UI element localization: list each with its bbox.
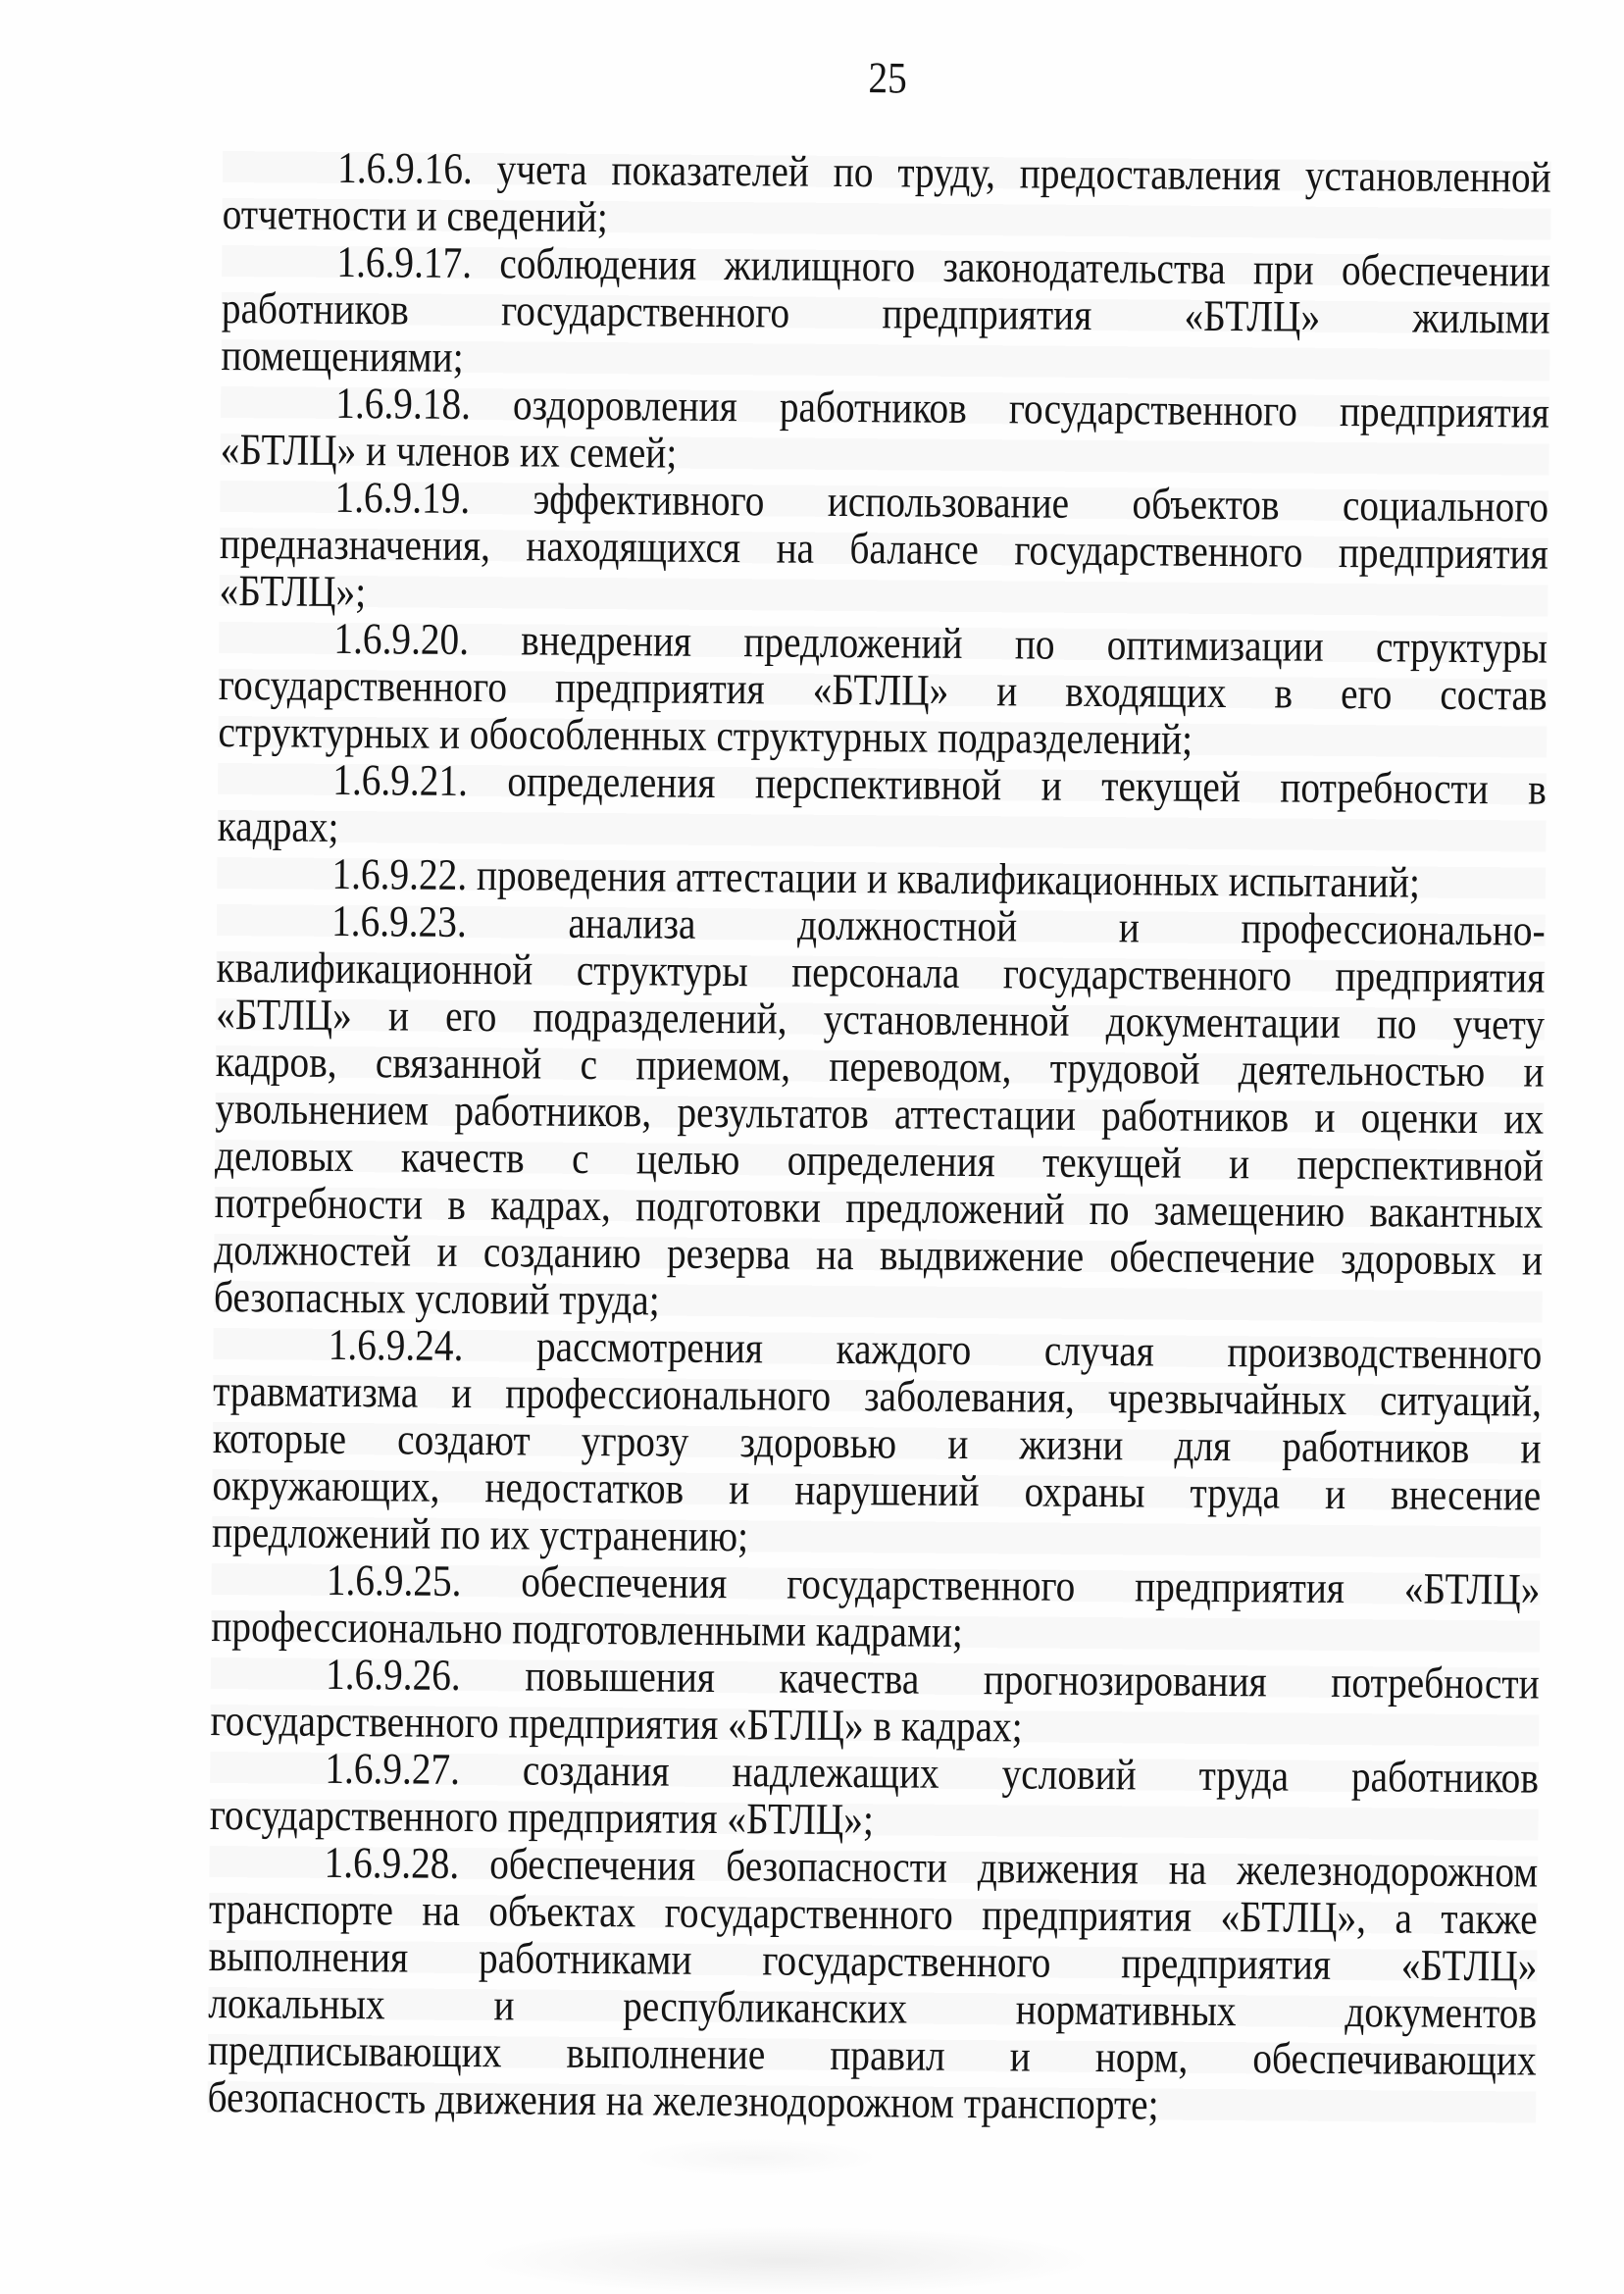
- text-line: 1.6.9.22. проведения аттестации и квалификационных испытаний;: [331, 848, 1421, 907]
- text-line: государственного предприятия «БТЛЦ» в кадрах;: [210, 1695, 1023, 1752]
- paragraph: [222, 143, 1550, 248]
- text-line: должностей и созданию резерва на выдвижение обеспечение здоровых и: [214, 1224, 1544, 1285]
- text-line: транспорте на объектах государственного предприятия «БТЛЦ», а также: [208, 1883, 1538, 1944]
- text-line: локальных и республиканских нормативных документов: [208, 1977, 1538, 2038]
- scan-artifact: [628, 2138, 883, 2177]
- text-line: отчетности и сведений;: [222, 188, 609, 242]
- page-number: 25: [868, 53, 908, 103]
- paragraph: [210, 1744, 1539, 1849]
- text-line: предложений по их устранению;: [211, 1506, 749, 1561]
- text-line: безопасность движения на железнодорожном транспорте;: [207, 2071, 1159, 2129]
- text-line: государственного предприятия «БТЛЦ»;: [209, 1789, 875, 1845]
- paragraph: [218, 755, 1547, 860]
- text-line: 1.6.9.18. оздоровления работников государственного предприятия: [335, 378, 1550, 437]
- text-line: 1.6.9.20. внедрения предложений по оптимизации структуры: [333, 613, 1548, 673]
- paragraph: [219, 473, 1548, 625]
- paragraph: [211, 1555, 1540, 1660]
- paragraph: [212, 1320, 1543, 1566]
- text-line: 1.6.9.26. повышения качества прогнозирования потребности: [325, 1649, 1540, 1708]
- paragraph: [207, 1838, 1538, 2131]
- text-line: 1.6.9.21. определения перспективной и текущей потребности в: [332, 754, 1548, 814]
- text-line: 1.6.9.19. эффективного использование объектов социального: [334, 472, 1549, 532]
- text-line: окружающих, недостатков и нарушений охраны труда и внесение: [212, 1459, 1542, 1520]
- text-line: «БТЛЦ»;: [219, 565, 367, 617]
- text-line: 1.6.9.23. анализа должностной и профессионально-: [330, 895, 1546, 955]
- text-line: кадрах;: [217, 800, 339, 851]
- text-line: потребности в кадрах, подготовки предложений по замещению вакантных: [214, 1177, 1544, 1238]
- text-line: профессионально подготовленными кадрами;: [211, 1601, 964, 1657]
- text-line: предназначения, находящихся на балансе государственного предприятия: [219, 518, 1548, 579]
- document-body: [207, 143, 1550, 2131]
- text-line: которые создают угрозу здоровью и жизни для работников и: [212, 1412, 1542, 1473]
- text-line: «БТЛЦ» и членов их семей;: [220, 424, 678, 478]
- text-line: помещениями;: [221, 330, 464, 382]
- text-line: квалификационной структуры персонала государственного предприятия: [216, 942, 1546, 1002]
- text-line: 1.6.9.28. обеспечения безопасности движения на железнодорожном: [324, 1837, 1539, 1897]
- text-line: «БТЛЦ» и его подразделений, установленной документации по учету: [216, 989, 1546, 1049]
- text-line: выполнения работниками государственного предприятия «БТЛЦ»: [208, 1930, 1538, 1991]
- text-line: работников государственного предприятия «БТЛЦ» жилыми: [221, 282, 1550, 343]
- paragraph: [210, 1650, 1539, 1755]
- text-line: безопасных условий труда;: [213, 1271, 660, 1325]
- text-line: государственного предприятия «БТЛЦ» и входящих в его состав: [218, 659, 1548, 720]
- text-line: предписывающих выполнение правил и норм, обеспечивающих: [207, 2024, 1537, 2085]
- text-line: травматизма и профессионального заболевания, чрезвычайных ситуаций,: [213, 1365, 1543, 1426]
- paragraph: [221, 237, 1550, 389]
- text-line: 1.6.9.16. учета показателей по труду, предоставления установленной: [336, 142, 1551, 202]
- text-line: 1.6.9.25. обеспечения государственного предприятия «БТЛЦ»: [326, 1555, 1541, 1614]
- text-line: 1.6.9.24. рассмотрения каждого случая производственного: [328, 1319, 1543, 1379]
- text-line: 1.6.9.27. создания надлежащих условий труда работников: [325, 1743, 1540, 1803]
- text-line: увольнением работников, результатов аттестации работников и оценки их: [215, 1083, 1545, 1144]
- scan-content: [207, 49, 1551, 2131]
- text-line: 1.6.9.17. соблюдения жилищного законодательства при обеспечении: [336, 236, 1551, 296]
- paragraph: [214, 896, 1546, 1331]
- scan-artifact: [471, 2226, 1098, 2294]
- text-line: структурных и обособленных структурных подразделений;: [218, 706, 1193, 764]
- text-line: кадров, связанной с приемом, переводом, трудовой деятельностью и: [215, 1036, 1545, 1096]
- text-line: деловых качеств с целью определения текущей и перспективной: [214, 1130, 1544, 1191]
- paragraph: [218, 614, 1548, 766]
- paragraph: [221, 379, 1549, 484]
